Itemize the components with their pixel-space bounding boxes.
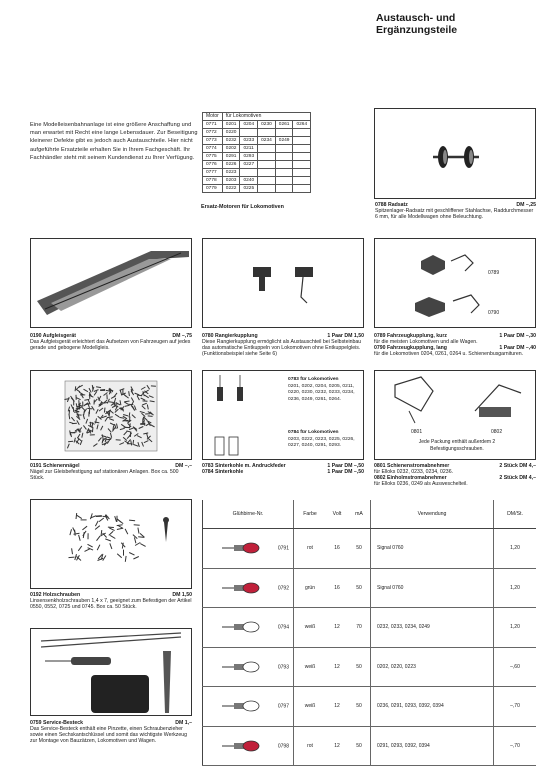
locomotive-number [293,145,311,153]
page-title [376,12,457,36]
locomotive-number [275,145,293,153]
locomotive-number [275,177,293,185]
locomotive-number: 0203 [222,177,240,185]
locomotive-number [258,161,276,169]
toolkit-icon [31,629,192,716]
motor-number: 0774 [203,145,223,153]
table-row [203,608,537,648]
nails-box-icon [31,371,192,460]
aufgleis-name: 0190 Aufgleisgerät [30,333,76,339]
fahrzeug-caption [374,333,536,357]
locomotive-number: 0291 [222,153,240,161]
motor-number: 0777 [203,169,223,177]
bulb-header-ma: mA [348,500,371,529]
naegel-name: 0191 Schienennägel [30,463,80,469]
abnehmer-0801-desc: für Elloks 0232, 0233, 0234, 0236. [374,469,454,475]
bulb-table [202,500,536,766]
bulb-current: 50 [348,726,371,766]
bulb-icon [220,541,266,555]
besteck-caption [30,720,192,744]
radsatz-name: 0788 Radsatz [375,202,408,208]
locomotive-number: 0293 [240,153,258,161]
locomotive-number: 0249 [275,137,293,145]
bulb-price: –,70 [494,726,537,766]
wheelset-icon [375,109,536,199]
coupling-icon [203,239,364,328]
table-row [203,169,311,177]
bulb-cell [203,726,294,766]
locomotive-number: 0227 [240,161,258,169]
bulb-number: 0794 [277,624,289,631]
bulb-color: weiß [294,647,327,687]
bulb-price: 1,20 [494,568,537,608]
locomotive-number [258,153,276,161]
bulb-color: rot [294,726,327,766]
bulb-icon [220,739,266,753]
abnehmer-0802-price: 2 Stück DM 4,– [499,475,536,481]
locomotive-number [258,177,276,185]
locomotive-number [258,129,276,137]
locomotive-number [240,129,258,137]
bulb-number: 0798 [277,743,289,750]
holz-image [30,499,192,589]
motor-number: 0779 [203,185,223,193]
rangier-image [202,238,364,328]
radsatz-image [374,108,536,199]
bulb-number: 0792 [277,585,289,592]
bulb-current: 50 [348,687,371,727]
fahrzeug-kurz-desc: für die meisten Lokomotiven und alle Wagen. [374,339,478,345]
abnehmer-0801-price: 2 Stück DM 4,– [499,463,536,469]
sinter-image [202,370,364,460]
naegel-caption [30,463,192,481]
locomotive-number [275,169,293,177]
locomotive-number: 0211 [240,145,258,153]
motor-number: 0776 [203,161,223,169]
locomotive-number: 0233 [240,137,258,145]
bulb-usage: Signal 0760 [371,568,494,608]
bulb-number: 0791 [277,545,289,552]
vehicle-coupling-icon [375,239,536,328]
table-row [203,121,311,129]
locomotive-number [258,185,276,193]
table-row [203,185,311,193]
sinter-0783-list [288,377,360,403]
table-row [203,529,537,569]
bulb-icon [220,581,266,595]
sinter-0783-price: 1 Paar DM –,50 [327,463,364,469]
locomotive-header: für Lokomotiven [222,113,310,121]
locomotive-number: 0230 [258,121,276,129]
bulb-voltage: 16 [326,568,348,608]
table-row [203,153,311,161]
naegel-image [30,370,192,460]
naegel-price: DM –,– [175,463,192,469]
aufgleis-price: DM –,75 [172,333,192,339]
table-row [203,129,311,137]
bulb-voltage: 12 [326,608,348,648]
motor-number: 0778 [203,177,223,185]
rerailer-icon [31,239,192,328]
bulb-header-verwendung: Verwendung [371,500,494,529]
locomotive-number: 0225 [240,185,258,193]
holz-price: DM 1,50 [172,592,192,598]
locomotive-number: 0202 [222,145,240,153]
bulb-number: 0793 [277,664,289,671]
bulb-icon [220,620,266,634]
label-0801: 0801 [411,429,423,435]
bulb-number: 0797 [277,703,289,710]
locomotive-number [293,161,311,169]
bulb-icon [220,660,266,674]
motor-number: 0773 [203,137,223,145]
aufgleis-image [30,238,192,328]
radsatz-price: DM –,25 [516,202,536,208]
locomotive-number [275,153,293,161]
locomotive-number [293,185,311,193]
locomotive-number: 0234 [258,137,276,145]
sinter-0784-name: 0784 Sinterkohle [202,469,244,475]
besteck-price: DM 1,– [175,720,192,726]
title-line-1: Austausch- und [376,12,456,24]
motor-table-caption: Ersatz-Motoren für Lokomotiven [201,204,284,210]
bulb-voltage: 12 [326,687,348,727]
table-row [203,161,311,169]
locomotive-number: 0226 [222,161,240,169]
abnehmer-0802-desc: für Elloks 0236, 0249 als Ausweschelteil. [374,481,468,487]
fahrzeug-image [374,238,536,328]
fahrzeug-lang-name: 0790 Fahrzeugkupplung, lang [374,345,447,351]
bulb-header-farbe: Farbe [294,500,327,529]
rangier-price: 1 Paar DM 1,50 [327,333,364,339]
bulb-voltage: 12 [326,647,348,687]
bulb-usage: 0291, 0293, 0392, 0394 [371,726,494,766]
locomotive-number: 0232 [222,137,240,145]
locomotive-number [293,129,311,137]
bulb-header-volt: Volt [326,500,348,529]
locomotive-number [293,137,311,145]
fahrzeug-kurz-name: 0789 Fahrzeugkupplung, kurz [374,333,447,339]
sinter-0784-title: 0784 für Lokomotiven [288,430,339,435]
aufgleis-desc: Das Aufgleisgerät erleichtert das Aufsetzen von Fahrzeugen auf jedes gerade und gebogene Modellgleis. [30,339,191,351]
bulb-price: –,70 [494,687,537,727]
locomotive-number: 0222 [222,185,240,193]
rangier-caption [202,333,364,357]
table-row [203,647,537,687]
bulb-price: 1,20 [494,529,537,569]
besteck-name: 0759 Service-Besteck [30,720,84,726]
bulb-color: weiß [294,687,327,727]
holz-caption [30,592,192,610]
bulb-cell [203,568,294,608]
bulb-price: –,60 [494,647,537,687]
holz-name: 0192 Holzschrauben [30,592,81,598]
bulb-cell [203,608,294,648]
locomotive-number [275,185,293,193]
abnehmer-caption [374,463,536,487]
rangier-desc: Diese Rangierkupplung ermöglicht als Austauschteil bei Selbsteinbau das automatische Entkuppeln von Lokomotiven ohne Entkuppelgleis. (Funktionsbeispiel siehe Seite 6) [202,339,362,357]
abnehmer-note: Jede Packung enthält außerdem 2 Befestigungsschrauben. [418,439,496,452]
table-row [203,568,537,608]
table-row [203,726,537,766]
bulb-header-nr: Glühbirne-Nr. [203,500,294,529]
table-row [203,687,537,727]
bulb-usage: 0202, 0220, 0223 [371,647,494,687]
locomotive-number [275,129,293,137]
motor-header: Motor [203,113,223,121]
abnehmer-image [374,370,536,460]
bulb-voltage: 12 [326,726,348,766]
locomotive-number [293,169,311,177]
locomotive-number: 0240 [240,177,258,185]
screws-icon [31,500,192,589]
radsatz-desc: Spitzenlager-Radsatz mit geschliffener Stahlachse, Raddurchmesser 6 mm, für alle Modellwagen ohne Beleuchtung. [375,208,534,220]
locomotive-number: 0264 [293,121,311,129]
sinter-0783-locos: 0201, 0202, 0204, 0205, 0211, 0220, 0230, 0232, 0233, 0234, 0236, 0249, 0261, 0264. [288,383,355,402]
locomotive-number: 0261 [275,121,293,129]
table-row [203,145,311,153]
table-row [203,177,311,185]
fahrzeug-lang-desc: für die Lokomotiven 0204, 0261, 0264 u. Schienenbusgarnituren. [374,351,524,357]
locomotive-number [275,161,293,169]
bulb-color: rot [294,529,327,569]
sinter-0784-locos: 0203, 0222, 0223, 0225, 0226, 0227, 0240, 0291, 0293. [288,436,355,448]
bulb-cell [203,529,294,569]
abnehmer-0801-name: 0801 Schienenstromabnehmer [374,463,450,469]
bulb-color: grün [294,568,327,608]
locomotive-number [258,169,276,177]
locomotive-number [293,177,311,185]
bulb-cell [203,687,294,727]
locomotive-number [293,153,311,161]
abnehmer-0802-name: 0802 Einholmstromabnehmer [374,475,447,481]
motor-number: 0771 [203,121,223,129]
bulb-color: weiß [294,608,327,648]
fahrzeug-kurz-price: 1 Paar DM –,30 [499,333,536,339]
motor-number: 0772 [203,129,223,137]
locomotive-number [258,145,276,153]
table-row [203,137,311,145]
aufgleis-caption [30,333,192,351]
title-line-2: Ergänzungsteile [376,24,458,36]
rangier-name: 0780 Rangierkupplung [202,333,258,339]
holz-desc: Linsensenkholzschrauben 1,4 x 7, geeignet zum Befestigen der Artikel 0550, 0552, 0725 und 0745. Box ca. 50 Stück. [30,598,192,610]
bulb-cell [203,647,294,687]
sinter-0784-price: 1 Paar DM –,50 [327,469,364,475]
besteck-desc: Das Service-Besteck enthält eine Pinzette, einen Schraubenzieher sowie einen Sechskantschlüssel und somit das wichtigste Werkzeug zur Montage von Bauzätzen, Lokomotiven und Wagen. [30,726,188,744]
bulb-current: 50 [348,529,371,569]
motor-number: 0775 [203,153,223,161]
sinter-0783-name: 0783 Sinterkohle m. Andruckfeder [202,463,286,469]
naegel-desc: Nägel zur Gleisbefestigung auf stationären Anlagen. Box ca. 500 Stück. [30,469,179,481]
intro-text: Eine Modelleisenbahnanlage ist eine größere Anschaffung und man erwartet mit Recht eine lange Lebensdauer. Zur Beseitigung kleinerer Defekte gibt es jedoch auch Austauschteile. Hier nicht aufgeführte Ersatzteile erhalten Sie in Ihrem Fachgeschäft. Ihr Fachhändler steht mit seinem Kundendienst zu Ihrer Verfügung. [30,122,198,161]
bulb-usage: Signal 0760 [371,529,494,569]
bulb-current: 70 [348,608,371,648]
label-0789: 0789 [488,270,500,276]
sinter-caption [202,463,364,475]
bulb-current: 50 [348,647,371,687]
besteck-image [30,628,192,716]
fahrzeug-lang-price: 1 Paar DM –,40 [499,345,536,351]
bulb-usage: 0236, 0291, 0293, 0392, 0394 [371,687,494,727]
bulb-voltage: 16 [326,529,348,569]
bulb-current: 50 [348,568,371,608]
radsatz-caption [375,202,536,220]
locomotive-number: 0204 [240,121,258,129]
sinter-0783-title: 0783 für Lokomotiven [288,377,339,382]
bulb-header-preis: DM/St. [494,500,537,529]
locomotive-number: 0220 [222,129,240,137]
label-0790: 0790 [488,310,500,316]
label-0802: 0802 [491,429,503,435]
locomotive-number [240,169,258,177]
locomotive-number: 0201 [222,121,240,129]
locomotive-number: 0223 [222,169,240,177]
bulb-usage: 0232, 0233, 0234, 0249 [371,608,494,648]
bulb-price: 1,20 [494,608,537,648]
bulb-icon [220,699,266,713]
motor-table [202,112,311,193]
sinter-0784-list [288,430,360,450]
